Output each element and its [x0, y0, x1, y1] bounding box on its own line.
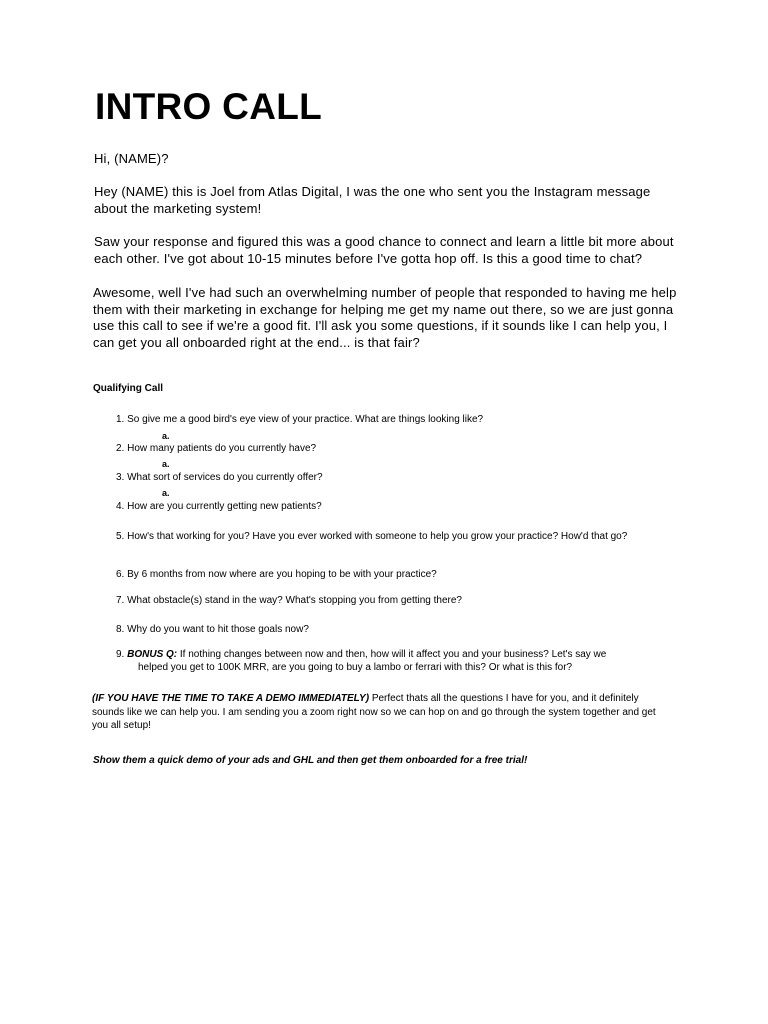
- question-3: 3. What sort of services do you currently offer?: [116, 472, 323, 483]
- response-paragraph: Saw your response and figured this was a good chance to connect and learn a little bit more about each other. I've got about 10-15 minutes before I've gotta hop off. Is this a good time to chat?: [94, 234, 674, 266]
- question-2: 2. How many patients do you currently have?: [116, 443, 317, 454]
- question-1: 1. So give me a good bird's eye view of your practice. What are things looking like?: [116, 414, 484, 425]
- demo-paragraph: [92, 692, 672, 733]
- demo-text: Perfect thats all the questions I have for you, and it definitely sounds like we can help you. I am sending you a zoom right now so we can hop on and go through the system together and get you all setup!: [92, 693, 656, 731]
- awesome-paragraph: Awesome, well I've had such an overwhelming number of people that responded to having me help them with their marketing in exchange for helping me get my name out there, so we are just gonna use this call to see if we're a good fit. I'll ask you some questions, if it sounds like I can help you, I can get you all onboarded right at the end... is that fair?: [93, 285, 677, 350]
- question-7: 7. What obstacle(s) stand in the way? What's stopping you from getting there?: [116, 595, 462, 606]
- page-title: INTRO CALL: [95, 86, 323, 127]
- section-heading-qualifying: Qualifying Call: [93, 383, 164, 394]
- demo-condition-label: (IF YOU HAVE THE TIME TO TAKE A DEMO IMMEDIATELY): [92, 693, 370, 704]
- question-2-sub-marker: a.: [162, 459, 170, 469]
- question-5: 5. How's that working for you? Have you ever worked with someone to help you grow your practice? How'd that go?: [116, 531, 628, 542]
- question-9-text-line2: helped you get to 100K MRR, are you going to buy a lambo or ferrari with this? Or what is this for?: [138, 661, 573, 673]
- intro-paragraph: Hey (NAME) this is Joel from Atlas Digital, I was the one who sent you the Instagram message about the marketing system!: [94, 184, 651, 216]
- question-9-text-line1: If nothing changes between now and then, how will it affect you and your business? Let's say we: [179, 649, 607, 660]
- question-8: 8. Why do you want to hit those goals now?: [116, 624, 309, 635]
- question-4: 4. How are you currently getting new patients?: [116, 501, 322, 512]
- bonus-question-label: BONUS Q:: [127, 649, 178, 660]
- closing-instruction: Show them a quick demo of your ads and GHL and then get them onboarded for a free trial!: [93, 755, 528, 766]
- question-1-sub-marker: a.: [162, 431, 170, 441]
- greeting-paragraph: Hi, (NAME)?: [94, 151, 169, 166]
- question-9-number: 9.: [116, 649, 125, 660]
- question-3-sub-marker: a.: [162, 488, 170, 498]
- question-9: [116, 649, 676, 674]
- question-6: 6. By 6 months from now where are you hoping to be with your practice?: [116, 569, 437, 580]
